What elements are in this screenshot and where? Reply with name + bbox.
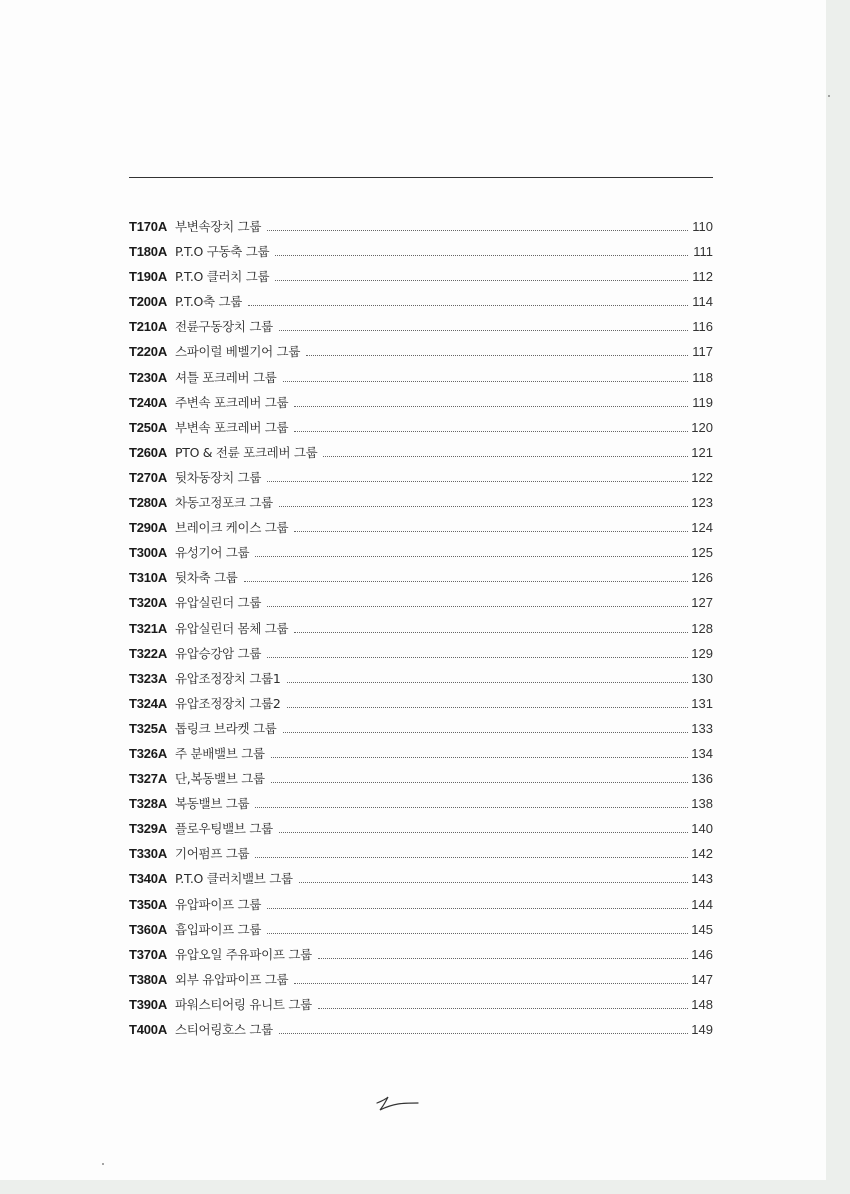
toc-entry-page: 143: [691, 871, 713, 887]
toc-entry-code: T270A: [129, 469, 168, 485]
toc-entry-title: 유압파이프 그룹: [175, 896, 262, 912]
toc-entry-code: T240A: [129, 394, 168, 410]
toc-entry-page: 128: [691, 620, 713, 636]
toc-entry-title: PTO & 전륜 포크레버 그룹: [175, 444, 318, 460]
toc-entry-code: T322A: [129, 645, 168, 661]
toc-entry-title: 부변속 포크레버 그룹: [175, 419, 289, 435]
toc-entry-title: P.T.O 클러치 그룹: [175, 269, 270, 285]
toc-entry: [129, 666, 713, 691]
toc-entry: [129, 239, 713, 264]
toc-dot-leader: [275, 254, 688, 256]
toc-dot-leader: [267, 656, 688, 658]
toc-entry-code: T324A: [129, 695, 168, 711]
toc-entry: [129, 892, 713, 917]
toc-entry: [129, 565, 713, 590]
toc-entry-page: 127: [691, 595, 713, 611]
toc-entry-title: 주 분배밸브 그룹: [175, 745, 265, 761]
toc-entry-code: T329A: [129, 821, 168, 837]
toc-entry-page: 123: [691, 495, 713, 511]
toc-entry: [129, 515, 713, 540]
toc-entry-code: T326A: [129, 745, 168, 761]
toc-entry-code: T328A: [129, 796, 168, 812]
toc-entry-title: 부변속장치 그룹: [175, 219, 262, 234]
toc-dot-leader: [318, 1007, 688, 1009]
toc-entry-code: T390A: [129, 996, 168, 1012]
toc-entry: [129, 766, 713, 791]
toc-entry: [129, 917, 713, 942]
toc-dot-leader: [279, 505, 688, 507]
toc-dot-leader: [283, 380, 688, 382]
toc-entry-title: 파워스티어링 유니트 그룹: [175, 996, 312, 1012]
toc-dot-leader: [267, 932, 688, 934]
toc-entry-code: T170A: [129, 219, 168, 234]
toc-dot-leader: [248, 304, 688, 306]
toc-dot-leader: [294, 631, 688, 633]
toc-entry-code: T290A: [129, 520, 168, 536]
toc-entry-page: 116: [692, 319, 713, 335]
toc-entry-code: T323A: [129, 670, 168, 686]
toc-entry-title: 브레이크 케이스 그룹: [175, 520, 289, 536]
toc-entry-code: T250A: [129, 419, 168, 435]
toc-entry-code: T320A: [129, 595, 168, 611]
toc-entry-page: 147: [691, 971, 713, 987]
toc-entry-title: 뒷차동장치 그룹: [175, 469, 262, 485]
toc-entry-title: 유압오일 주유파이프 그룹: [175, 946, 312, 962]
toc-entry-title: 플로우팅밸브 그룹: [175, 821, 273, 837]
toc-dot-leader: [279, 329, 688, 331]
toc-entry-title: 기어펌프 그룹: [175, 846, 250, 862]
toc-dot-leader: [271, 756, 688, 758]
toc-entry: [129, 741, 713, 766]
toc-entry-code: T220A: [129, 344, 168, 360]
toc-entry-code: T350A: [129, 896, 168, 912]
toc-entry-page: 142: [691, 846, 713, 862]
toc-entry-title: 유성기어 그룹: [175, 545, 250, 561]
toc-entry-title: 유압실린더 몸체 그룹: [175, 620, 289, 636]
toc-entry-page: 130: [691, 670, 713, 686]
toc-dot-leader: [287, 706, 688, 708]
toc-entry-page: 149: [691, 1022, 713, 1037]
toc-entry-page: 121: [691, 444, 713, 460]
toc-entry: [129, 691, 713, 716]
toc-entry: [129, 490, 713, 515]
toc-entry-page: 148: [691, 996, 713, 1012]
toc-entry-page: 117: [692, 344, 713, 360]
toc-entry-code: T210A: [129, 319, 168, 335]
toc-entry-title: 단,복동밸브 그룹: [175, 771, 265, 787]
toc-entry-page: 134: [691, 745, 713, 761]
toc-entry-title: 차동고정포크 그룹: [175, 495, 273, 511]
toc-entry-page: 114: [692, 294, 713, 310]
toc-entry: [129, 841, 713, 866]
toc-dot-leader: [294, 430, 688, 432]
toc-entry: [129, 942, 713, 967]
toc-entry-code: T360A: [129, 921, 168, 937]
toc-dot-leader: [244, 580, 688, 582]
toc-entry-page: 144: [691, 896, 713, 912]
toc-entry-page: 140: [691, 821, 713, 837]
toc-entry: [129, 641, 713, 666]
toc-dot-leader: [287, 681, 688, 683]
toc-entry-title: P.T.O 구동축 그룹: [175, 244, 270, 260]
toc-entry-page: 110: [692, 219, 713, 234]
toc-entry: [129, 1017, 713, 1042]
toc-entry-title: 복동밸브 그룹: [175, 796, 250, 812]
toc-dot-leader: [318, 957, 688, 959]
header-rule: [129, 177, 713, 178]
scan-speck: [102, 1163, 104, 1165]
toc-dot-leader: [267, 480, 688, 482]
toc-dot-leader: [279, 831, 688, 833]
toc-entry: [129, 289, 713, 314]
toc-entry-code: T400A: [129, 1022, 168, 1037]
toc-entry: [129, 590, 713, 615]
toc-entry-title: P.T.O 클러치밸브 그룹: [175, 871, 293, 887]
toc-entry-page: 146: [691, 946, 713, 962]
toc-entry-page: 124: [691, 520, 713, 536]
toc-entry: [129, 816, 713, 841]
toc-entry-page: 120: [691, 419, 713, 435]
toc-dot-leader: [323, 455, 688, 457]
toc-entry: [129, 992, 713, 1017]
toc-entry-code: T325A: [129, 720, 168, 736]
toc-entry: [129, 314, 713, 339]
toc-entry-page: 145: [691, 921, 713, 937]
toc-entry-title: 스티어링호스 그룹: [175, 1022, 273, 1037]
toc-dot-leader: [299, 881, 688, 883]
toc-entry-page: 111: [693, 244, 713, 260]
toc-entry: [129, 264, 713, 289]
toc-dot-leader: [255, 555, 688, 557]
scan-speck: [828, 95, 830, 97]
toc-dot-leader: [294, 405, 688, 407]
toc-entry-title: 셔틀 포크레버 그룹: [175, 369, 277, 385]
toc-entry-code: T380A: [129, 971, 168, 987]
toc-entry-title: 뒷차축 그룹: [175, 570, 238, 586]
toc-entry-page: 112: [692, 269, 713, 285]
toc-entry-page: 125: [691, 545, 713, 561]
toc-entry: [129, 214, 713, 239]
toc-entry-title: 흡입파이프 그룹: [175, 921, 262, 937]
toc-dot-leader: [267, 229, 688, 231]
toc-entry-code: T340A: [129, 871, 168, 887]
toc-entry-page: 119: [692, 394, 713, 410]
toc-entry-title: 외부 유압파이프 그룹: [175, 971, 289, 987]
toc-entry-title: 유압조정장치 그룹1: [175, 670, 281, 686]
toc-entry: [129, 616, 713, 641]
toc-dot-leader: [283, 731, 688, 733]
toc-entry-title: 유압승강암 그룹: [175, 645, 262, 661]
toc-entry-title: 주변속 포크레버 그룹: [175, 394, 289, 410]
toc-dot-leader: [294, 530, 688, 532]
toc-entry-title: 톱링크 브라켓 그룹: [175, 720, 277, 736]
toc-entry-code: T321A: [129, 620, 168, 636]
toc-entry-title: 스파이럴 베벨기어 그룹: [175, 344, 301, 360]
toc-entry-code: T310A: [129, 570, 168, 586]
toc-entry-page: 118: [692, 369, 713, 385]
toc-entry-page: 126: [691, 570, 713, 586]
toc-entry: [129, 415, 713, 440]
toc-entry: [129, 967, 713, 992]
toc-entry-page: 122: [691, 469, 713, 485]
toc-entry: [129, 339, 713, 364]
toc-entry-title: 전륜구동장치 그룹: [175, 319, 273, 335]
toc-entry-code: T280A: [129, 495, 168, 511]
toc-dot-leader: [255, 856, 688, 858]
toc-entry: [129, 365, 713, 390]
table-of-contents: [129, 214, 713, 1042]
toc-entry-page: 136: [691, 771, 713, 787]
toc-entry-code: T190A: [129, 269, 168, 285]
toc-entry: [129, 440, 713, 465]
toc-entry-title: P.T.O축 그룹: [175, 294, 243, 310]
handwritten-tick-mark-icon: [374, 1093, 420, 1115]
toc-entry-code: T327A: [129, 771, 168, 787]
toc-entry-page: 138: [691, 796, 713, 812]
toc-dot-leader: [294, 982, 688, 984]
toc-dot-leader: [275, 279, 688, 281]
toc-dot-leader: [255, 806, 688, 808]
toc-entry-code: T330A: [129, 846, 168, 862]
toc-entry: [129, 791, 713, 816]
toc-entry-page: 131: [691, 695, 713, 711]
toc-entry: [129, 540, 713, 565]
toc-entry-title: 유압조정장치 그룹2: [175, 695, 281, 711]
toc-entry-code: T300A: [129, 545, 168, 561]
toc-dot-leader: [271, 781, 688, 783]
toc-entry: [129, 390, 713, 415]
toc-dot-leader: [267, 907, 688, 909]
toc-entry-title: 유압실린더 그룹: [175, 595, 262, 611]
toc-dot-leader: [306, 354, 688, 356]
toc-entry-code: T180A: [129, 244, 168, 260]
toc-entry-code: T260A: [129, 444, 168, 460]
toc-entry-page: 133: [691, 720, 713, 736]
toc-dot-leader: [267, 605, 688, 607]
toc-entry: [129, 465, 713, 490]
toc-entry-code: T370A: [129, 946, 168, 962]
toc-entry: [129, 866, 713, 891]
toc-entry-code: T200A: [129, 294, 168, 310]
toc-entry-code: T230A: [129, 369, 168, 385]
toc-dot-leader: [279, 1032, 688, 1034]
toc-entry: [129, 716, 713, 741]
toc-entry-page: 129: [691, 645, 713, 661]
